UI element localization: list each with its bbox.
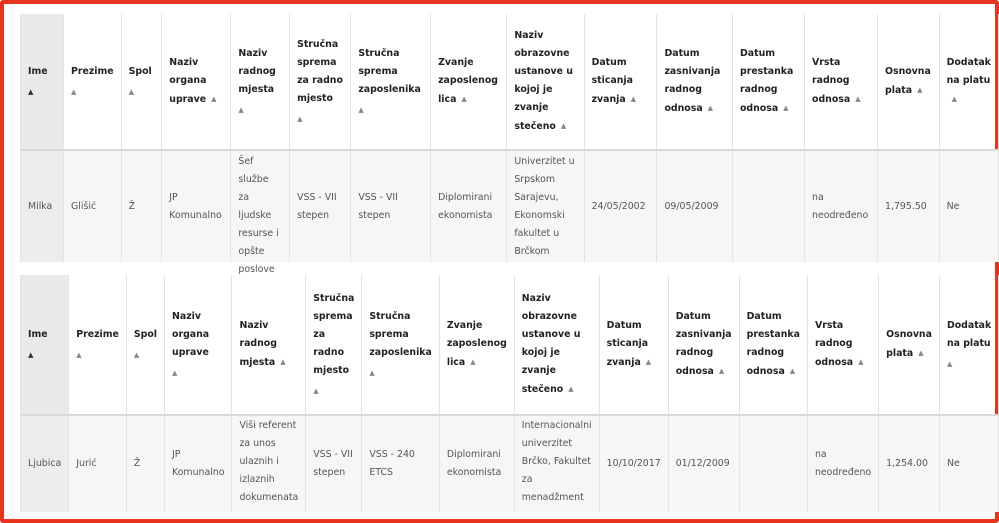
col-header-spol[interactable]: Spol ▲ [126, 275, 164, 415]
col-header-prezime[interactable]: Prezime ▲ [69, 275, 127, 415]
cell-prezime: Glišić [64, 150, 122, 262]
triangle-up-icon: ▲ [280, 358, 286, 366]
triangle-up-icon: ▲ [369, 368, 375, 377]
triangle-up-icon: ▲ [238, 105, 244, 114]
cell-ime: Milka [21, 150, 64, 262]
cell-vrsta-odnosa: na neodređeno [805, 150, 878, 262]
triangle-up-icon: ▲ [28, 350, 34, 359]
cell-organ-uprave: JP Komunalno [162, 150, 231, 262]
col-header-prezime[interactable]: Prezime ▲ [64, 14, 122, 150]
triangle-up-icon: ▲ [718, 367, 725, 375]
cell-dodatak: Ne [939, 150, 998, 262]
col-header-dodatak-na-platu[interactable]: Dodatak na platu ▲ [939, 275, 998, 415]
triangle-up-icon: ▲ [211, 95, 217, 103]
col-header-obrazovna-ustanova[interactable]: Naziv obrazovne ustanove u kojoj je zvanje stečeno ▲ [514, 275, 599, 415]
col-header-obrazovna-ustanova[interactable]: Naziv obrazovne ustanove u kojoj je zvanje stečeno ▲ [507, 14, 584, 150]
col-header-osnovna-plata[interactable]: Osnovna plata ▲ [878, 14, 940, 150]
col-header-datum-prestanka[interactable]: Datum prestanka radnog odnosa ▲ [732, 14, 804, 150]
triangle-up-icon: ▲ [858, 358, 864, 366]
col-header-zvanje[interactable]: Zvanje zaposlenog lica ▲ [431, 14, 507, 150]
cell-vrsta-odnosa: na neodređeno [807, 415, 878, 512]
cell-zvanje: Diplomirani ekonomista [431, 150, 507, 262]
col-header-strucna-sprema-mjesto[interactable]: Stručna sprema za radno mjesto ▲ [290, 14, 351, 150]
cell-dodatak: Ne [939, 415, 998, 512]
col-header-strucna-sprema-mjesto[interactable]: Stručna sprema za radno mjesto ▲ [306, 275, 362, 415]
triangle-up-icon: ▲ [917, 86, 923, 94]
col-header-dodatak-na-platu[interactable]: Dodatak na platu▲ [939, 14, 998, 150]
col-header-osnovna-plata[interactable]: Osnovna plata ▲ [879, 275, 940, 415]
triangle-up-icon: ▲ [470, 358, 476, 366]
cell-datum-sticanja: 10/10/2017 [599, 415, 668, 512]
triangle-up-icon: ▲ [76, 350, 82, 359]
triangle-up-icon: ▲ [707, 104, 714, 112]
col-header-ime[interactable]: Ime ▲ [21, 275, 69, 415]
cell-datum-sticanja: 24/05/2002 [584, 150, 657, 262]
col-header-strucna-sprema-zaposlenika[interactable]: Stručna sprema zaposlenika ▲ [362, 275, 440, 415]
col-header-datum-zasnivanja[interactable]: Datum zasnivanja radnog odnosa ▲ [657, 14, 733, 150]
triangle-up-icon: ▲ [560, 122, 567, 130]
cell-organ-uprave: JP Komunalno [165, 415, 232, 512]
cell-sprema-mjesto: VSS - VII stepen [290, 150, 351, 262]
triangle-up-icon: ▲ [783, 104, 789, 112]
cell-spol: Ž [121, 150, 162, 262]
triangle-up-icon: ▲ [951, 95, 957, 103]
cell-sprema-zaposlenika: VSS - 240 ETCS [362, 415, 440, 512]
triangle-up-icon: ▲ [128, 87, 135, 96]
col-header-vrsta-radnog-odnosa[interactable]: Vrsta radnog odnosa ▲ [805, 14, 878, 150]
cell-prezime: Jurić [69, 415, 127, 512]
cell-sprema-zaposlenika: VSS - VII stepen [351, 150, 431, 262]
col-header-spol[interactable]: Spol ▲ [121, 14, 162, 150]
cell-obrazovna-ustanova: Internacionalni univerzitet Brčko, Fakultet za menadžment [521, 420, 592, 503]
cell-datum-zasnivanja: 01/12/2009 [668, 415, 739, 512]
triangle-up-icon: ▲ [946, 359, 953, 368]
triangle-up-icon: ▲ [133, 350, 140, 359]
col-header-datum-sticanja[interactable]: Datum sticanja zvanja ▲ [599, 275, 668, 415]
triangle-up-icon: ▲ [461, 95, 467, 103]
col-header-datum-prestanka[interactable]: Datum prestanka radnog odnosa ▲ [739, 275, 807, 415]
cell-ime: Ljubica [21, 415, 69, 512]
triangle-up-icon: ▲ [855, 95, 861, 103]
cell-sprema-mjesto: VSS - VII stepen [306, 415, 362, 512]
table-row [21, 415, 999, 512]
triangle-up-icon: ▲ [172, 368, 178, 377]
cell-datum-prestanka [739, 415, 807, 512]
employee-table-2 [20, 275, 999, 512]
col-header-ime[interactable]: Ime ▲ [21, 14, 64, 150]
col-header-datum-zasnivanja[interactable]: Datum zasnivanja radnog odnosa ▲ [668, 275, 739, 415]
col-header-datum-sticanja[interactable]: Datum sticanja zvanja ▲ [584, 14, 657, 150]
col-header-vrsta-radnog-odnosa[interactable]: Vrsta radnog odnosa ▲ [807, 275, 878, 415]
triangle-up-icon: ▲ [313, 386, 319, 395]
triangle-up-icon: ▲ [789, 367, 796, 375]
table-row [21, 150, 999, 262]
col-header-strucna-sprema-zaposlenika[interactable]: Stručna sprema zaposlenika ▲ [351, 14, 431, 150]
cell-osnovna-plata: 1,254.00 [879, 415, 940, 512]
cell-datum-prestanka [732, 150, 804, 262]
cell-spol: Ž [126, 415, 164, 512]
cell-radno-mjesto: Viši referent za unos ulaznih i izlaznih dokumenata [239, 420, 299, 503]
triangle-up-icon: ▲ [297, 114, 303, 123]
cell-datum-zasnivanja: 09/05/2009 [657, 150, 733, 262]
triangle-up-icon: ▲ [630, 95, 637, 103]
employee-table-1 [20, 14, 999, 275]
col-header-naziv-organa-uprave[interactable]: Naziv organa uprave ▲ [165, 275, 232, 415]
col-header-naziv-radnog-mjesta[interactable]: Naziv radnog mjesta ▲ [232, 275, 306, 415]
col-header-naziv-radnog-mjesta[interactable]: Naziv radnog mjesta ▲ [231, 14, 290, 150]
cell-zvanje: Diplomirani ekonomista [439, 415, 514, 512]
cell-radno-mjesto: Šef službe za ljudske resurse i opšte poslove [238, 155, 279, 275]
col-header-zvanje[interactable]: Zvanje zaposlenog lica ▲ [439, 275, 514, 415]
cell-osnovna-plata: 1,795.50 [878, 150, 940, 262]
cell-obrazovna-ustanova: Univerzitet u Srpskom Sarajevu, Ekonomski fakultet u Brčkom [514, 155, 575, 257]
triangle-up-icon: ▲ [568, 385, 574, 393]
triangle-up-icon: ▲ [71, 87, 77, 96]
triangle-up-icon: ▲ [645, 358, 652, 366]
col-header-naziv-organa-uprave[interactable]: Naziv organa uprave ▲ [162, 14, 231, 150]
triangle-up-icon: ▲ [28, 87, 34, 96]
triangle-up-icon: ▲ [918, 349, 924, 357]
triangle-up-icon: ▲ [358, 105, 364, 114]
